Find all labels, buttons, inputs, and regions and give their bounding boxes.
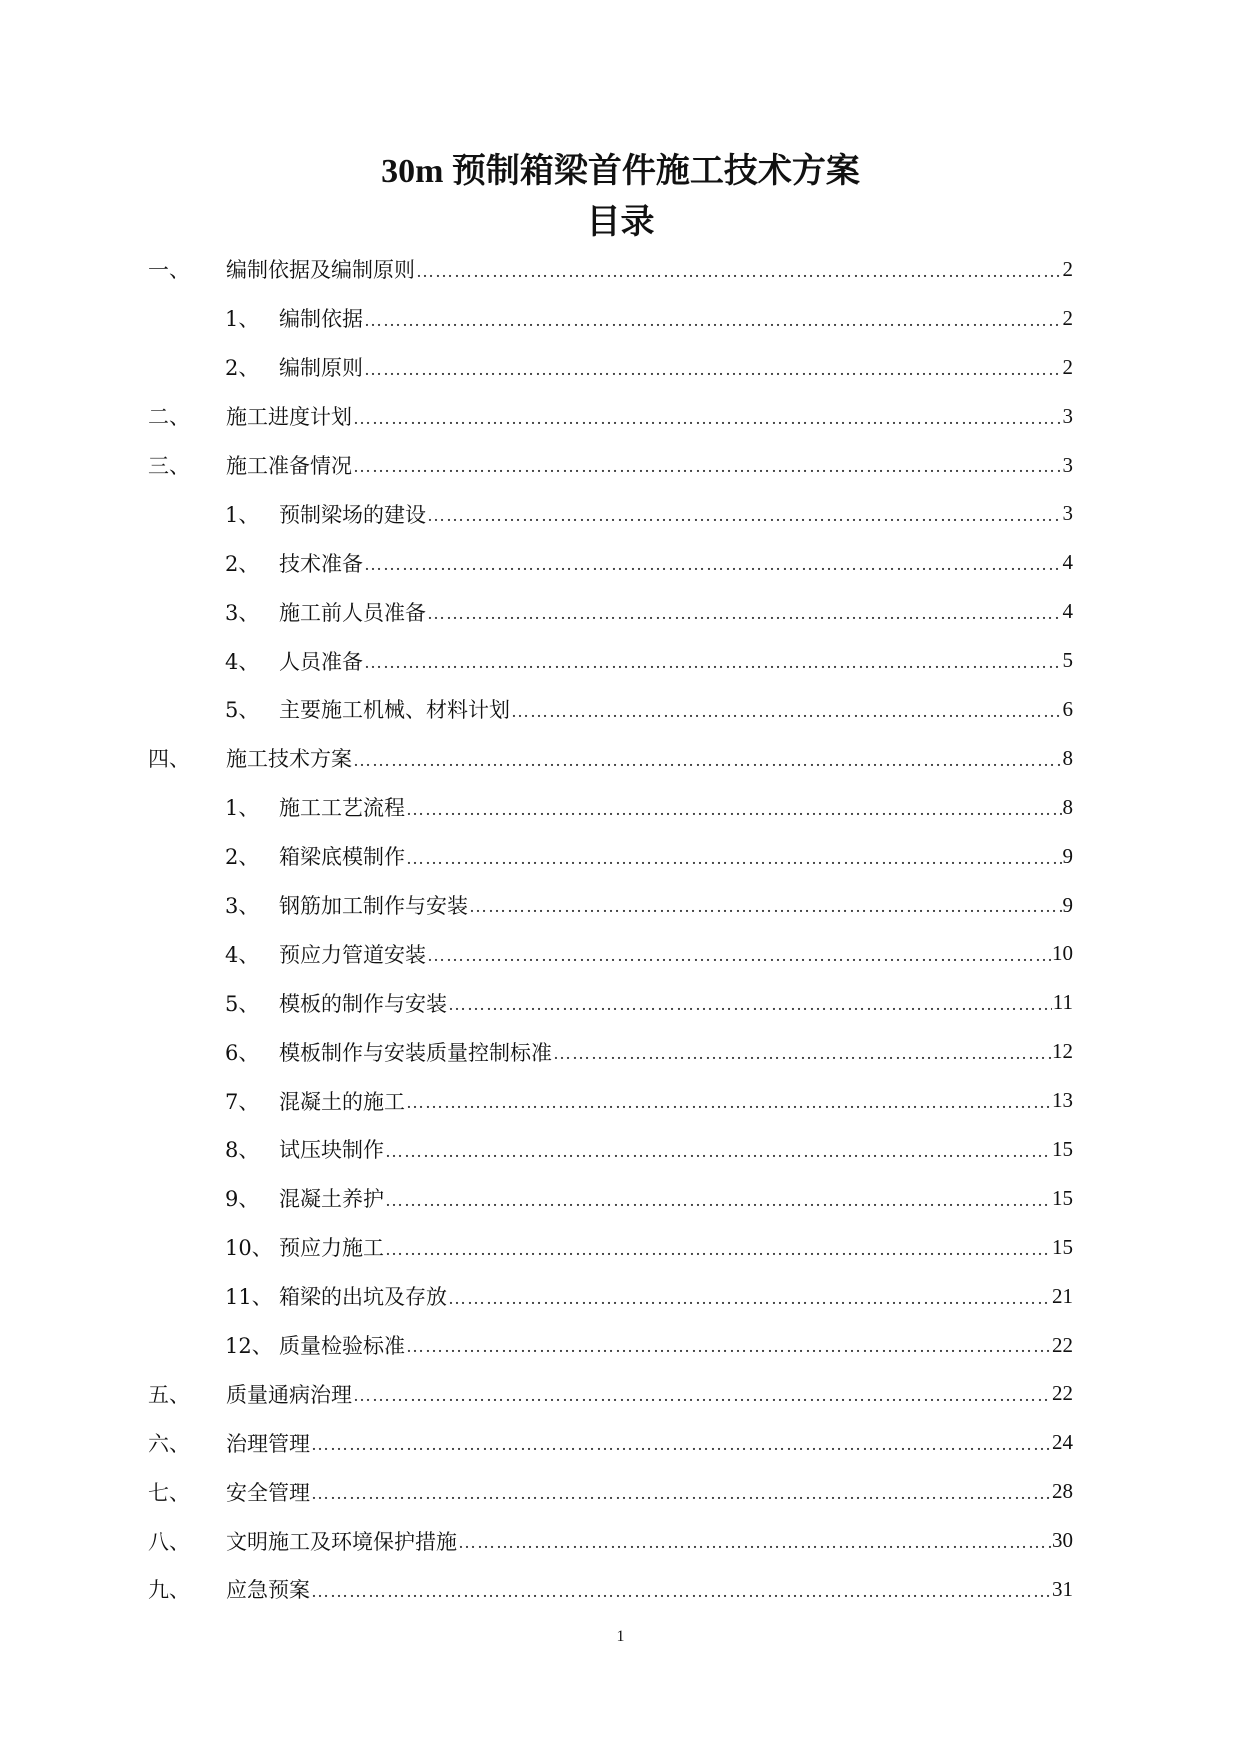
toc-entry-title: 应急预案 — [226, 1578, 310, 1603]
toc-entry-page-number: 2 — [1062, 354, 1073, 379]
toc-entry-title: 混凝土的施工 — [279, 1089, 405, 1114]
toc-entry-page-number: 22 — [1052, 1332, 1073, 1357]
toc-dot-leader — [311, 1433, 1051, 1455]
toc-entry[interactable] — [0, 636, 1241, 685]
toc-entry[interactable] — [0, 1174, 1241, 1223]
toc-entry-title: 质量检验标准 — [279, 1334, 405, 1359]
toc-entry-number: 五、 — [148, 1382, 190, 1407]
toc-entry-page-number: 13 — [1052, 1088, 1073, 1113]
document-title: 30m 预制箱梁首件施工技术方案 — [381, 153, 860, 190]
toc-entry[interactable] — [0, 489, 1241, 538]
toc-dot-leader — [458, 1531, 1051, 1553]
toc-entry-title: 安全管理 — [226, 1480, 310, 1505]
toc-entry-number: 八、 — [148, 1529, 190, 1554]
toc-entry[interactable] — [0, 294, 1241, 343]
toc-entry-page-number: 8 — [1062, 745, 1073, 770]
footer-page-number: 1 — [616, 1628, 625, 1645]
toc-dot-leader — [385, 1238, 1051, 1260]
toc-entry-title: 编制原则 — [279, 356, 363, 381]
toc-entry-page-number: 9 — [1062, 843, 1073, 868]
toc-entry[interactable] — [0, 685, 1241, 734]
toc-dot-leader — [406, 1335, 1051, 1357]
toc-entry[interactable] — [0, 783, 1241, 832]
toc-entry-page-number: 4 — [1062, 550, 1073, 575]
toc-entry-page-number: 28 — [1052, 1479, 1073, 1504]
toc-entry[interactable] — [0, 1076, 1241, 1125]
toc-entry-number: 1、 — [225, 307, 260, 332]
toc-dot-leader — [385, 1140, 1051, 1162]
toc-dot-leader — [406, 1091, 1051, 1113]
toc-entry-page-number: 10 — [1052, 941, 1073, 966]
toc-entry-number: 8、 — [225, 1138, 260, 1163]
toc-entry-number: 7、 — [225, 1089, 260, 1114]
toc-entry-title: 箱梁的出坑及存放 — [279, 1285, 447, 1310]
toc-entry-number: 2、 — [225, 356, 260, 381]
toc-dot-leader — [469, 895, 1062, 917]
toc-entry[interactable] — [0, 343, 1241, 392]
toc-heading: 目录 — [586, 202, 655, 242]
toc-entry-page-number: 15 — [1052, 1136, 1073, 1161]
toc-entry-title: 施工进度计划 — [226, 405, 352, 430]
toc-entry-title: 主要施工机械、材料计划 — [279, 698, 510, 723]
toc-entry-title: 施工工艺流程 — [279, 796, 405, 821]
toc-dot-leader — [427, 504, 1062, 526]
toc-dot-leader — [448, 1287, 1051, 1309]
toc-entry-page-number: 8 — [1062, 794, 1073, 819]
toc-entry[interactable] — [0, 1369, 1241, 1418]
toc-dot-leader — [311, 1580, 1051, 1602]
toc-entry[interactable] — [0, 538, 1241, 587]
toc-dot-leader — [406, 798, 1062, 820]
toc-entry-title: 编制依据 — [279, 307, 363, 332]
toc-entry[interactable] — [0, 929, 1241, 978]
toc-entry-number: 七、 — [148, 1480, 190, 1505]
toc-entry-title: 编制依据及编制原则 — [226, 258, 415, 283]
toc-entry-page-number: 3 — [1062, 403, 1073, 428]
toc-entry-number: 5、 — [225, 991, 260, 1016]
toc-entry-title: 预制梁场的建设 — [279, 502, 426, 527]
toc-entry[interactable] — [0, 1027, 1241, 1076]
toc-entry[interactable] — [0, 1418, 1241, 1467]
toc-entry-number: 10、 — [225, 1236, 273, 1261]
toc-entry[interactable] — [0, 392, 1241, 441]
toc-dot-leader — [353, 1384, 1051, 1406]
toc-entry-page-number: 3 — [1062, 452, 1073, 477]
toc-entry-page-number: 31 — [1052, 1576, 1073, 1601]
toc-dot-leader — [385, 1189, 1051, 1211]
toc-entry[interactable] — [0, 1565, 1241, 1614]
toc-entry[interactable] — [0, 1516, 1241, 1565]
toc-dot-leader — [364, 553, 1062, 575]
toc-entry-page-number: 15 — [1052, 1185, 1073, 1210]
toc-entry-page-number: 15 — [1052, 1234, 1073, 1259]
toc-dot-leader — [553, 1042, 1051, 1064]
toc-entry-title: 施工前人员准备 — [279, 600, 426, 625]
toc-dot-leader — [311, 1482, 1051, 1504]
toc-entry-page-number: 4 — [1062, 599, 1073, 624]
toc-entry-title: 施工准备情况 — [226, 454, 352, 478]
toc-entry-number: 9、 — [225, 1187, 260, 1212]
toc-entry-title: 混凝土养护 — [279, 1187, 384, 1212]
toc-entry-number: 1、 — [225, 796, 260, 821]
toc-entry-page-number: 11 — [1052, 990, 1073, 1015]
toc-entry-title: 模板的制作与安装 — [279, 991, 447, 1016]
toc-entry-number: 三、 — [148, 454, 190, 478]
toc-entry-title: 治理管理 — [226, 1431, 310, 1456]
toc-entry[interactable] — [0, 1125, 1241, 1174]
toc-entry-title: 人员准备 — [279, 649, 363, 674]
toc-entry-number: 5、 — [225, 698, 260, 723]
toc-entry-number: 4、 — [225, 942, 260, 967]
toc-entry-number: 四、 — [148, 747, 190, 772]
toc-entry-page-number: 22 — [1052, 1381, 1073, 1406]
toc-entry-title: 钢筋加工制作与安装 — [279, 894, 468, 919]
toc-entry[interactable] — [0, 587, 1241, 636]
toc-dot-leader — [353, 455, 1062, 477]
toc-dot-leader — [427, 944, 1051, 966]
toc-dot-leader — [364, 358, 1062, 380]
toc-dot-leader — [364, 651, 1062, 673]
toc-entry-page-number: 2 — [1062, 256, 1073, 281]
toc-entry-number: 六、 — [148, 1431, 190, 1456]
toc-entry-number: 1、 — [225, 502, 260, 527]
toc-dot-leader — [406, 847, 1062, 869]
toc-entry-title: 试压块制作 — [279, 1138, 384, 1163]
toc-entry[interactable] — [0, 1467, 1241, 1516]
toc-entry-title: 预应力管道安装 — [279, 942, 426, 967]
toc-entry-page-number: 24 — [1052, 1430, 1073, 1455]
toc-entry-title: 技术准备 — [279, 551, 363, 576]
toc-entry-page-number: 2 — [1062, 305, 1073, 330]
toc-entry-number: 九、 — [148, 1578, 190, 1603]
toc-entry-page-number: 6 — [1062, 696, 1073, 721]
toc-entry[interactable] — [0, 1223, 1241, 1272]
toc-entry-page-number: 12 — [1052, 1039, 1073, 1064]
toc-entry-number: 6、 — [225, 1040, 260, 1065]
toc-entry-number: 3、 — [225, 894, 260, 919]
toc-dot-leader — [416, 260, 1062, 282]
toc-entry[interactable] — [0, 1321, 1241, 1370]
toc-entry-number: 一、 — [148, 258, 190, 283]
toc-entry-page-number: 5 — [1062, 648, 1073, 673]
toc-entry-title: 施工技术方案 — [226, 747, 352, 772]
toc-entry-title: 箱梁底模制作 — [279, 845, 405, 870]
toc-entry[interactable] — [0, 832, 1241, 881]
toc-dot-leader — [353, 749, 1062, 771]
toc-entry-number: 3、 — [225, 600, 260, 625]
toc-entry[interactable] — [0, 1272, 1241, 1321]
toc-entry-number: 12、 — [225, 1334, 273, 1359]
toc-entry-page-number: 21 — [1052, 1283, 1073, 1308]
toc-dot-leader — [364, 309, 1062, 331]
toc-entry-number: 2、 — [225, 551, 260, 576]
toc-dot-leader — [427, 602, 1062, 624]
toc-entry-number: 11、 — [225, 1285, 273, 1310]
toc-entry[interactable] — [0, 245, 1241, 294]
toc-entry-title: 质量通病治理 — [226, 1382, 352, 1407]
table-of-contents — [0, 245, 1241, 1614]
toc-entry[interactable] — [0, 441, 1241, 490]
toc-entry-page-number: 9 — [1062, 892, 1073, 917]
toc-entry-title: 模板制作与安装质量控制标准 — [279, 1040, 552, 1065]
toc-entry-number: 4、 — [225, 649, 260, 674]
toc-dot-leader — [353, 407, 1062, 429]
toc-entry-number: 2、 — [225, 845, 260, 870]
toc-entry[interactable] — [0, 881, 1241, 930]
toc-entry-page-number: 30 — [1052, 1528, 1073, 1553]
toc-entry-title: 预应力施工 — [279, 1236, 384, 1261]
toc-dot-leader — [511, 700, 1062, 722]
toc-entry-page-number: 3 — [1062, 501, 1073, 526]
toc-entry[interactable] — [0, 734, 1241, 783]
toc-entry-title: 文明施工及环境保护措施 — [226, 1529, 457, 1554]
toc-entry-number: 二、 — [148, 405, 190, 430]
toc-entry[interactable] — [0, 978, 1241, 1027]
toc-dot-leader — [448, 993, 1052, 1015]
